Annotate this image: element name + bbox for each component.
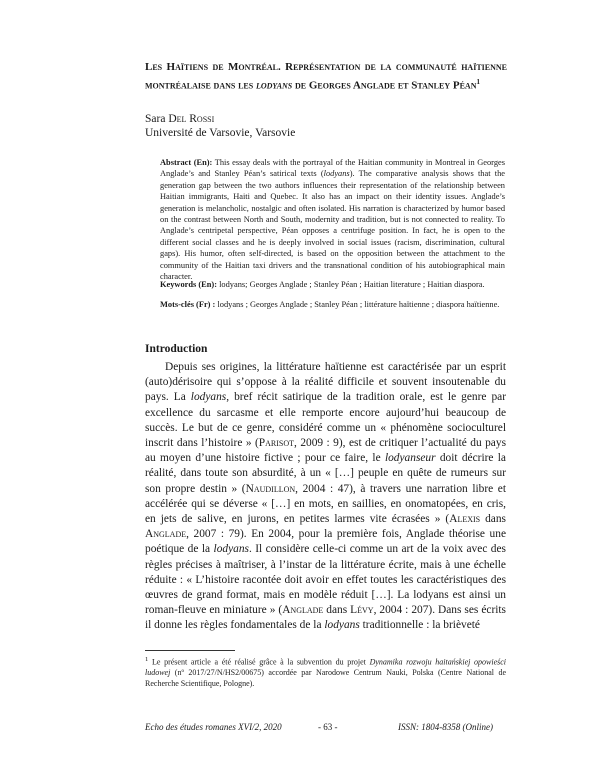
author-first: Sara [145,113,169,125]
article-title [145,60,507,94]
body-text-7: , 2007 : 79). En 2004, pour la première fois, Anglade théorise une poétique de la [145,528,506,556]
body-text-8: . Il considère celle-ci comme un art de la voix avec des règles précises à maîtriser, à l’instar de la littérature écrite, mais à une échelle réduite : « L’histoire racontée doit avoir en effet toutes les caractéristiques des œuvres de grand format, mais en modèle réduit […]. La lodyans est ainsi un roman-fleuve en miniature » ( [145,543,506,617]
abstract [160,157,505,282]
keywords-fr-text: lodyans ; Georges Anglade ; Stanley Péan ; littérature haïtienne ; diaspora haïtienne. [215,300,500,309]
title-footnote-mark: 1 [476,78,480,86]
footnote [145,655,506,689]
citation-author-4: Anglade [145,528,187,541]
citation-author-1: Parisot [258,437,295,450]
body-text-4: doit décrire la réalité, dans toute son absurdité, à un « […] peuple en quête de rumeurs sur son propre destin » ( [145,452,506,495]
footnote-italic: Dynamika rozwoju haitańskiej opowieści ludowej [145,657,507,678]
body-text-2: , bref récit satirique de la tradition orale, est le genre par excellence du sarcasme et elle remporte encore aujourd’hui beaucoup de succès. Le but de ce genre, considéré comme un « phénomène socioculturel inscrit dans l’histoire » ( [145,391,507,450]
body-text-9: dans [323,604,351,617]
body-italic-1: lodyans [190,391,227,404]
footer-journal: Echo des études romanes XVI/2, 2020 [145,722,282,732]
author-affiliation: Université de Varsovie, Varsovie [145,127,296,139]
abstract-label: Abstract (En): [160,158,213,167]
body-text-11: traditionnelle : la brièveté [359,619,480,632]
citation-author-5: Anglade [282,604,324,617]
body-italic-3: lodyans [213,543,249,556]
abstract-text-1: This essay deals with the portrayal of the Haitian community in Montreal in Georges Anglade’s and Stanley Péan’s satirical texts ( [160,158,505,179]
title-text-1: Les Haïtiens de Montréal. Représentation de la communauté haïtienne montréalaise dans les [145,61,507,92]
citation-author-3: Alexis [449,513,481,526]
author-last: Del Rossi [168,113,215,125]
section-heading-introduction: Introduction [145,343,208,355]
body-text-10: , 2004 : 207). Dans ses écrits il donne les règles fondamentales de la [145,604,506,632]
footnote-text-2: (nº 2017/27/N/HS2/00675) accordée par Narodowe Centrum Nauki, Polska (Centre National de Recherche Scientifique, Pologne). [145,668,506,688]
keywords-fr [160,299,505,310]
footer-page-number: - 63 - [318,722,338,732]
keywords-fr-label: Mots-clés (Fr) : [160,300,216,309]
body-italic-4: lodyans [324,619,360,632]
body-paragraph [145,360,506,634]
citation-author-6: Lévy [350,604,374,617]
footnote-text-1: Le présent article a été réalisé grâce à la subvention du projet [148,657,370,667]
body-text-5: , 2004 : 47), à travers une narration libre et accélérée qui se déverse « […] en mots, en saillies, en onomatopées, en cris, en jets de salive, en jurons, en petites larmes vite écrasées » ( [145,482,506,526]
footer-issn: ISSN: 1804-8358 (Online) [398,722,493,732]
body-text-3: , 2009 : 9), est de critiquer l’actualité du pays au moyen d’une histoire fictive ; pour ce faire, le [145,437,506,465]
footnote-number: 1 [145,656,149,663]
body-italic-2: lodyanseur [384,452,436,465]
keywords-en-label: Keywords (En): [160,280,217,289]
keywords-en [160,279,505,290]
body-text-1: Depuis ses origines, la littérature haïtienne est caractérisée par un esprit (auto)dérisoire qui s’oppose à la réalité difficile et souvent insoutenable du pays. La [145,361,506,404]
abstract-italic: lodyans [323,169,350,179]
abstract-text-2: ). The comparative analysis shows that the generation gap between the two authors influences their representation of the relationship between Haitian immigrants, Haiti and Quebec. It also has an impact on their identity issues. Anglade’s generation is melancholic, nostalgic and often isolated. His narration is characterized by humor based on the contrast between North and South, modernity and tradition, but is not connected to reality. To Anglade’s centripetal perspective, Péan opposes a centrifuge position. In fact, he is open to the different social classes and he is deeply involved in social issues (racism, discrimination, cultural gaps). His humor, often self-directed, is based on the opposition between the attachment to the community of the Haitian taxi drivers and the transnational condition of his autobiographical main character. [160,169,506,282]
title-italic: lodyans [255,79,293,92]
keywords-en-text: lodyans; Georges Anglade ; Stanley Péan ; Haitian literature ; Haitian diaspora. [217,280,485,289]
title-text-2: de Georges Anglade et Stanley Péan [292,79,477,92]
body-text-6: dans [480,513,506,526]
footnote-divider [145,650,235,651]
author-name [145,112,214,127]
citation-author-2: Naudillon [245,482,296,495]
